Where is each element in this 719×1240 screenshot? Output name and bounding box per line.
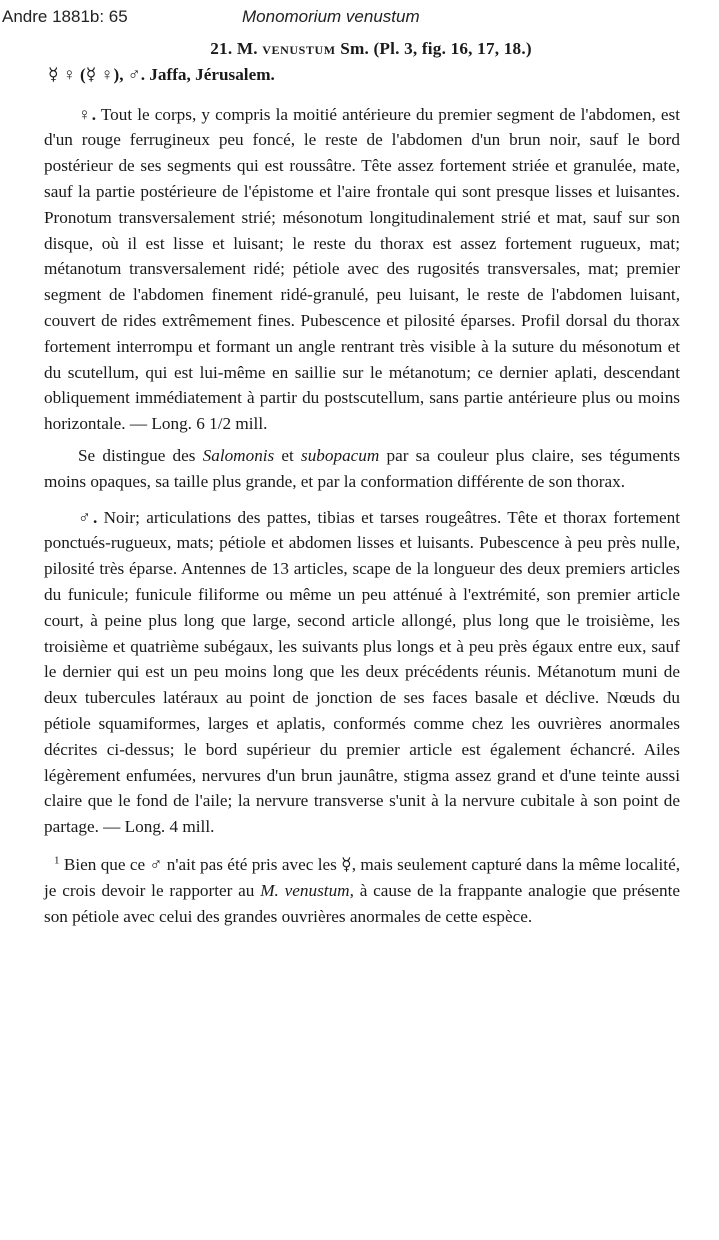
- male-description: [44, 505, 680, 840]
- male-symbol: ♂.: [78, 507, 98, 527]
- comparison-paragraph: [44, 443, 680, 495]
- species-salomonis: Salomonis: [202, 445, 275, 465]
- female-text: Tout le corps, y compris la moitié antérieure du premier segment de l'abdomen, est d'un rouge ferrugineux peu foncé, le reste de l'abdomen d'un brun noir, sauf le bord postérieur de ses segments qui est roussâtre. Tête assez fortement striée et granulée, mate, sauf la partie postérieure de l'épistome et l'aire frontale qui sont presque lisses et luisantes. Pronotum transversalement strié; mésonotum longitudinalement strié et mat, sauf sur son disque, où il est lisse et luisant; le reste du thorax est assez fortement rugueux, mat; métanotum transversalement ridé; pétiole avec des rugosités transversales, mat; premier segment de l'abdomen finement ridé-granulé, peu luisant, le reste de l'abdomen luisant, couvert de rides extrêmement fines. Pubescence et pilosité éparses. Profil dorsal du thorax fortement interrompu et formant un angle rentrant très visible à la suture du mésonotum et du scutellum, qui est lui-même en saillie sur le métanotum; ce dernier aplati, descendant obliquement immédiatement à partir du postscutellum, sans partie antérieure plus ou moins horizontale. — Long. 6 1/2 mill.: [44, 104, 680, 434]
- comparison-and: et: [281, 445, 294, 465]
- species-heading: Monomorium venustum: [242, 7, 420, 26]
- species-name: venustum: [262, 39, 336, 58]
- female-symbol: ♀.: [78, 104, 97, 124]
- footnote-mark: 1: [54, 854, 60, 867]
- footnote-after: à cause de la frappante analogie que présente son pétiole avec celui des grandes ouvrières anormales de cette espèce.: [44, 880, 681, 926]
- species-number: 21. M.: [210, 39, 258, 58]
- castes-localities: ☿ ♀ (☿ ♀), ♂. Jaffa, Jérusalem.: [48, 64, 275, 84]
- comparison-after: par sa couleur plus claire, ses téguments moins opaques, sa taille plus grande, et par la conformation différente de son thorax.: [44, 445, 681, 491]
- species-author-ref: Sm. (Pl. 3, fig. 16, 17, 18.): [340, 39, 532, 58]
- document-body: [44, 36, 680, 929]
- species-subopacum: subopacum: [301, 445, 380, 465]
- page-header: [2, 7, 717, 31]
- comparison-before: Se distingue des: [78, 445, 196, 465]
- footnote: [44, 852, 680, 929]
- species-title: [62, 36, 680, 62]
- female-description: [44, 102, 680, 437]
- citation: Andre 1881b: 65: [2, 7, 128, 26]
- footnote-before: Bien que ce ♂ n'ait pas été pris avec les ☿, mais seulement capturé dans la même localité, je crois devoir le rapporter au: [44, 854, 681, 900]
- male-text: Noir; articulations des pattes, tibias et tarses rougeâtres. Tête et thorax fortement ponctués-rugueux, mats; pétiole et abdomen lisses et luisants. Pubescence à peu près nulle, pilosité très éparse. Antennes de 13 articles, scape de la longueur des deux premiers articles du funicule; funicule filiforme ou même un peu atténué à l'extrémité, son premier article court, à peine plus long que large, second article allongé, plus long que le troisième, les troisième et quatrième subégaux, les suivants plus longs et à peu près égaux entre eux, sauf le dernier qui est un peu moins long que les deux précédents réunis. Métanotum muni de deux tubercules latéraux au point de jonction de ses faces basale et déclive. Nœuds du pétiole squamiformes, larges et aplatis, conformés comme chez les ouvrières anormales décrites ci-dessus; le bord supérieur du premier article est également échancré. Ailes légèrement enfumées, nervures d'un brun jaunâtre, stigma assez grand et d'une teinte aussi claire que le fond de l'aile; la nervure transverse s'unit à la nervure cubitale à son point de partage. — Long. 4 mill.: [44, 507, 681, 837]
- footnote-species: M. venustum,: [260, 880, 354, 900]
